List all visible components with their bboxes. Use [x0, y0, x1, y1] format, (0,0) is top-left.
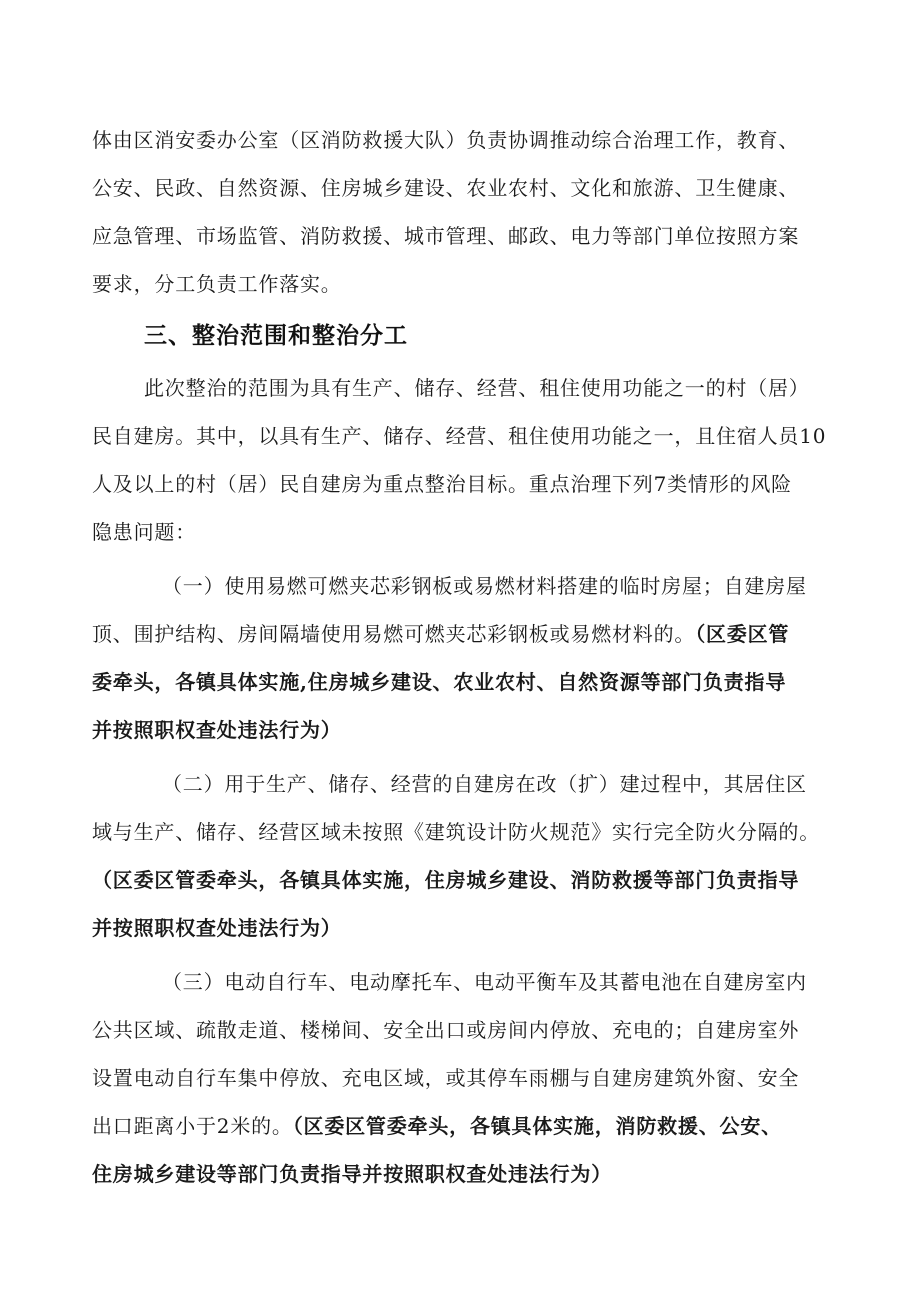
paragraph-line: 公安、民政、自然资源、住房城乡建设、农业农村、文化和旅游、卫生健康、 [92, 176, 800, 200]
responsibility-note: （区委区管委牵头，各镇具体实施，消防救援、公安、 [292, 1114, 782, 1138]
paragraph-line: 公共区域、疏散走道、楼梯间、安全出口或房间内停放、充电的；自建房室外 [92, 1018, 800, 1042]
scope-paragraph [92, 364, 832, 556]
intro-paragraph [92, 116, 832, 308]
paragraph-line: 民自建房。其中，以具有生产、储存、经营、租住使用功能之一，且住宿人员10 [92, 424, 827, 448]
item-1-paragraph [92, 562, 832, 754]
paragraph-line: 要求，分工负责工作落实。 [92, 272, 342, 296]
paragraph-line: 此次整治的范围为具有生产、储存、经营、租住使用功能之一的村（居） [144, 376, 810, 400]
responsibility-note: 委牵头，各镇具体实施,住房城乡建设、农业农村、自然资源等部门负责指导 [92, 670, 787, 694]
document-page [92, 116, 832, 1198]
paragraph-line: （二）用于生产、储存、经营的自建房在改（扩）建过程中，其居住区 [162, 772, 807, 796]
paragraph-line [92, 610, 832, 658]
paragraph-line: 域与生产、储存、经营区域未按照《建筑设计防火规范》实行完全防火分隔的。 [92, 820, 820, 844]
paragraph-line [92, 1102, 832, 1150]
item-3-paragraph [92, 958, 832, 1198]
paragraph-line: 设置电动自行车集中停放、充电区域，或其停车雨棚与自建房建筑外窗、安全 [92, 1066, 800, 1090]
paragraph-line: 体由区消安委办公室（区消防救援大队）负责协调推动综合治理工作，教育、 [92, 128, 800, 152]
paragraph-line: 隐患问题： [92, 520, 196, 544]
paragraph-line: （一）使用易燃可燃夹芯彩钢板或易燃材料搭建的临时房屋；自建房屋 [162, 574, 807, 598]
item-2-paragraph [92, 760, 832, 952]
paragraph-line: 人及以上的村（居）民自建房为重点整治目标。重点治理下列7类情形的风险 [92, 472, 792, 496]
responsibility-note: 住房城乡建设等部门负责指导并按照职权查处违法行为） [92, 1162, 612, 1186]
paragraph-text: 顶、围护结构、房间隔墙使用易燃可燃夹芯彩钢板或易燃材料的。 [92, 622, 696, 646]
responsibility-note: （区委区管 [695, 622, 790, 646]
paragraph-text: 出口距离小于2米的。 [92, 1114, 293, 1138]
responsibility-note: 并按照职权查处违法行为） [92, 718, 342, 742]
paragraph-line: 应急管理、市场监管、消防救援、城市管理、邮政、电力等部门单位按照方案 [92, 224, 800, 248]
section-heading: 三、整治范围和整治分工 [144, 323, 408, 349]
responsibility-note: （区委区管委牵头，各镇具体实施，住房城乡建设、消防救援等部门负责指导 [92, 868, 800, 892]
paragraph-line: （三）电动自行车、电动摩托车、电动平衡车及其蓄电池在自建房室内 [162, 970, 807, 994]
responsibility-note: 并按照职权查处违法行为） [92, 916, 342, 940]
